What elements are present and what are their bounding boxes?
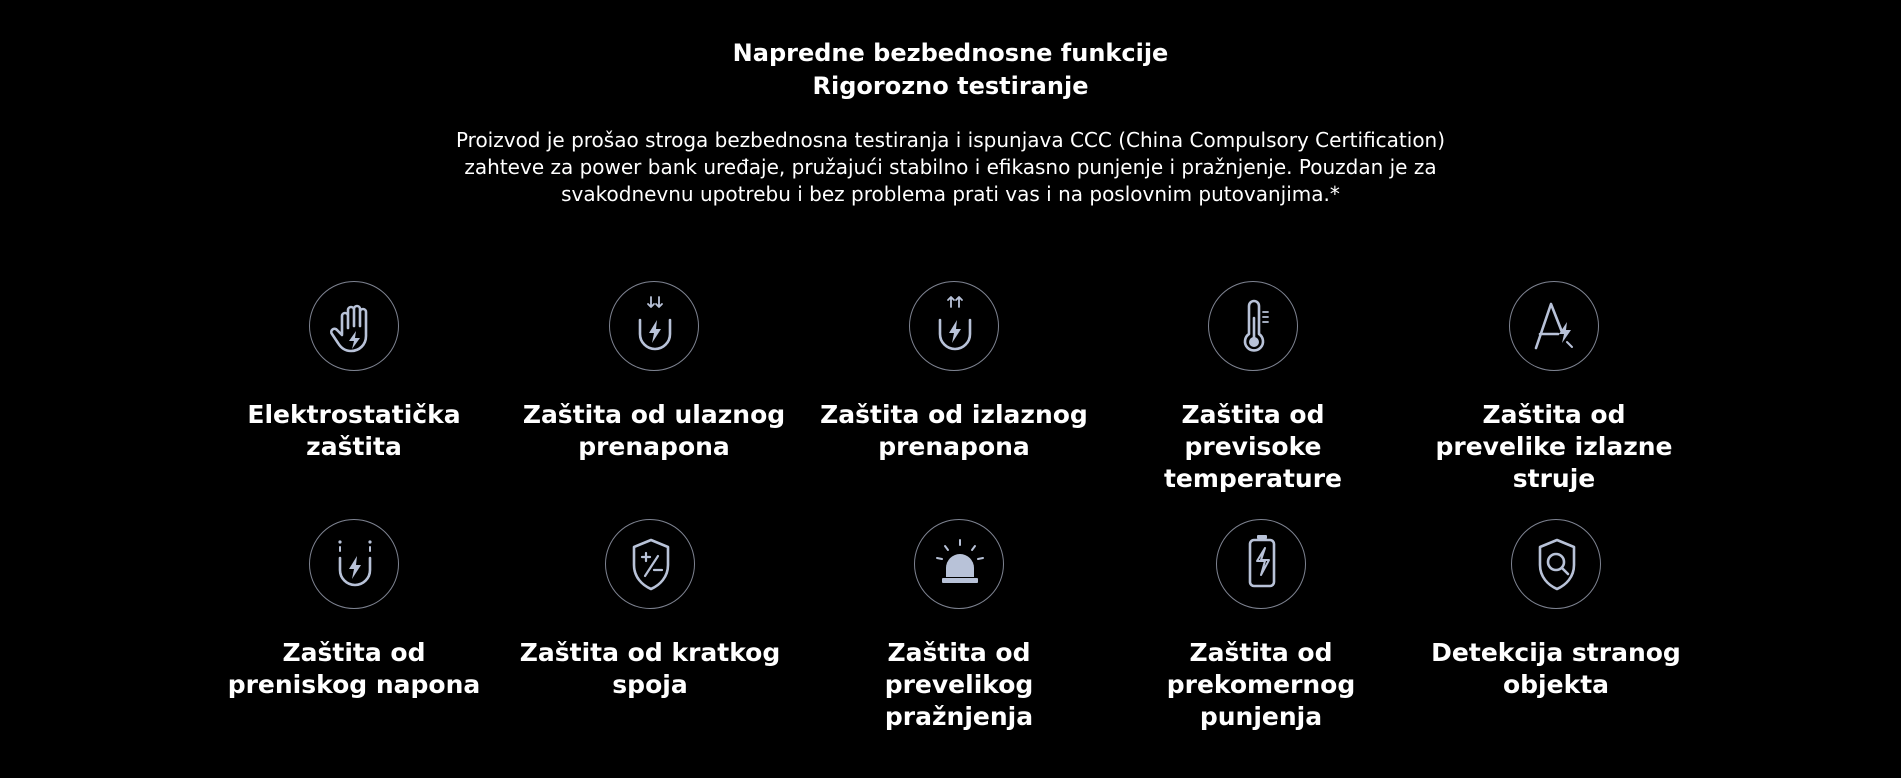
feature-electrostatic	[214, 281, 494, 463]
battery-bolt-icon	[1216, 519, 1306, 609]
shield-search-icon	[1511, 519, 1601, 609]
feature-label: Zaštita od kratkog spoja	[519, 638, 781, 699]
overcurrent-icon	[1509, 281, 1599, 371]
feature-label: Zaštita od prekomernog punjenja	[1166, 638, 1356, 731]
feature-label: Elektrostatička zaštita	[247, 400, 461, 461]
feature-overtemperature	[1113, 281, 1393, 495]
feature-output-overvoltage	[814, 281, 1094, 463]
input-overvoltage-icon	[609, 281, 699, 371]
output-overvoltage-icon	[909, 281, 999, 371]
feature-label: Zaštita od prevelike izlazne struje	[1435, 400, 1673, 493]
page-title: Napredne bezbednosne funkcije	[732, 39, 1169, 67]
feature-label: Zaštita od izlaznog prenapona	[820, 400, 1088, 461]
section-header	[0, 37, 1901, 103]
hand-bolt-icon	[309, 281, 399, 371]
undervoltage-icon	[309, 519, 399, 609]
feature-overdischarge	[819, 519, 1099, 733]
shield-plus-minus-icon	[605, 519, 695, 609]
feature-foreign-object	[1416, 519, 1696, 701]
feature-label: Zaštita od preniskog napona	[227, 638, 481, 699]
feature-overcurrent	[1414, 281, 1694, 495]
feature-label: Zaštita od previsoke temperature	[1163, 400, 1343, 493]
feature-short-circuit	[510, 519, 790, 701]
feature-label: Detekcija stranog objekta	[1431, 638, 1681, 699]
feature-label: Zaštita od prevelikog pražnjenja	[884, 638, 1034, 731]
feature-input-overvoltage	[514, 281, 794, 463]
feature-undervoltage	[214, 519, 494, 701]
feature-overcharge	[1121, 519, 1401, 733]
intro-description: Proizvod je prošao stroga bezbednosna testiranja i ispunjava CCC (China Compulsory Certification) zahteve za power bank uređaje, pružajući stabilno i efikasno punjenje i pražnjenje. Pouzdan je za svakodnevnu upotrebu i bez problema prati vas i na poslovnim putovanjima.*	[455, 128, 1446, 206]
feature-label: Zaštita od ulaznog prenapona	[522, 400, 786, 461]
thermometer-icon	[1208, 281, 1298, 371]
page-subtitle: Rigorozno testiranje	[812, 72, 1089, 100]
alarm-light-icon	[914, 519, 1004, 609]
